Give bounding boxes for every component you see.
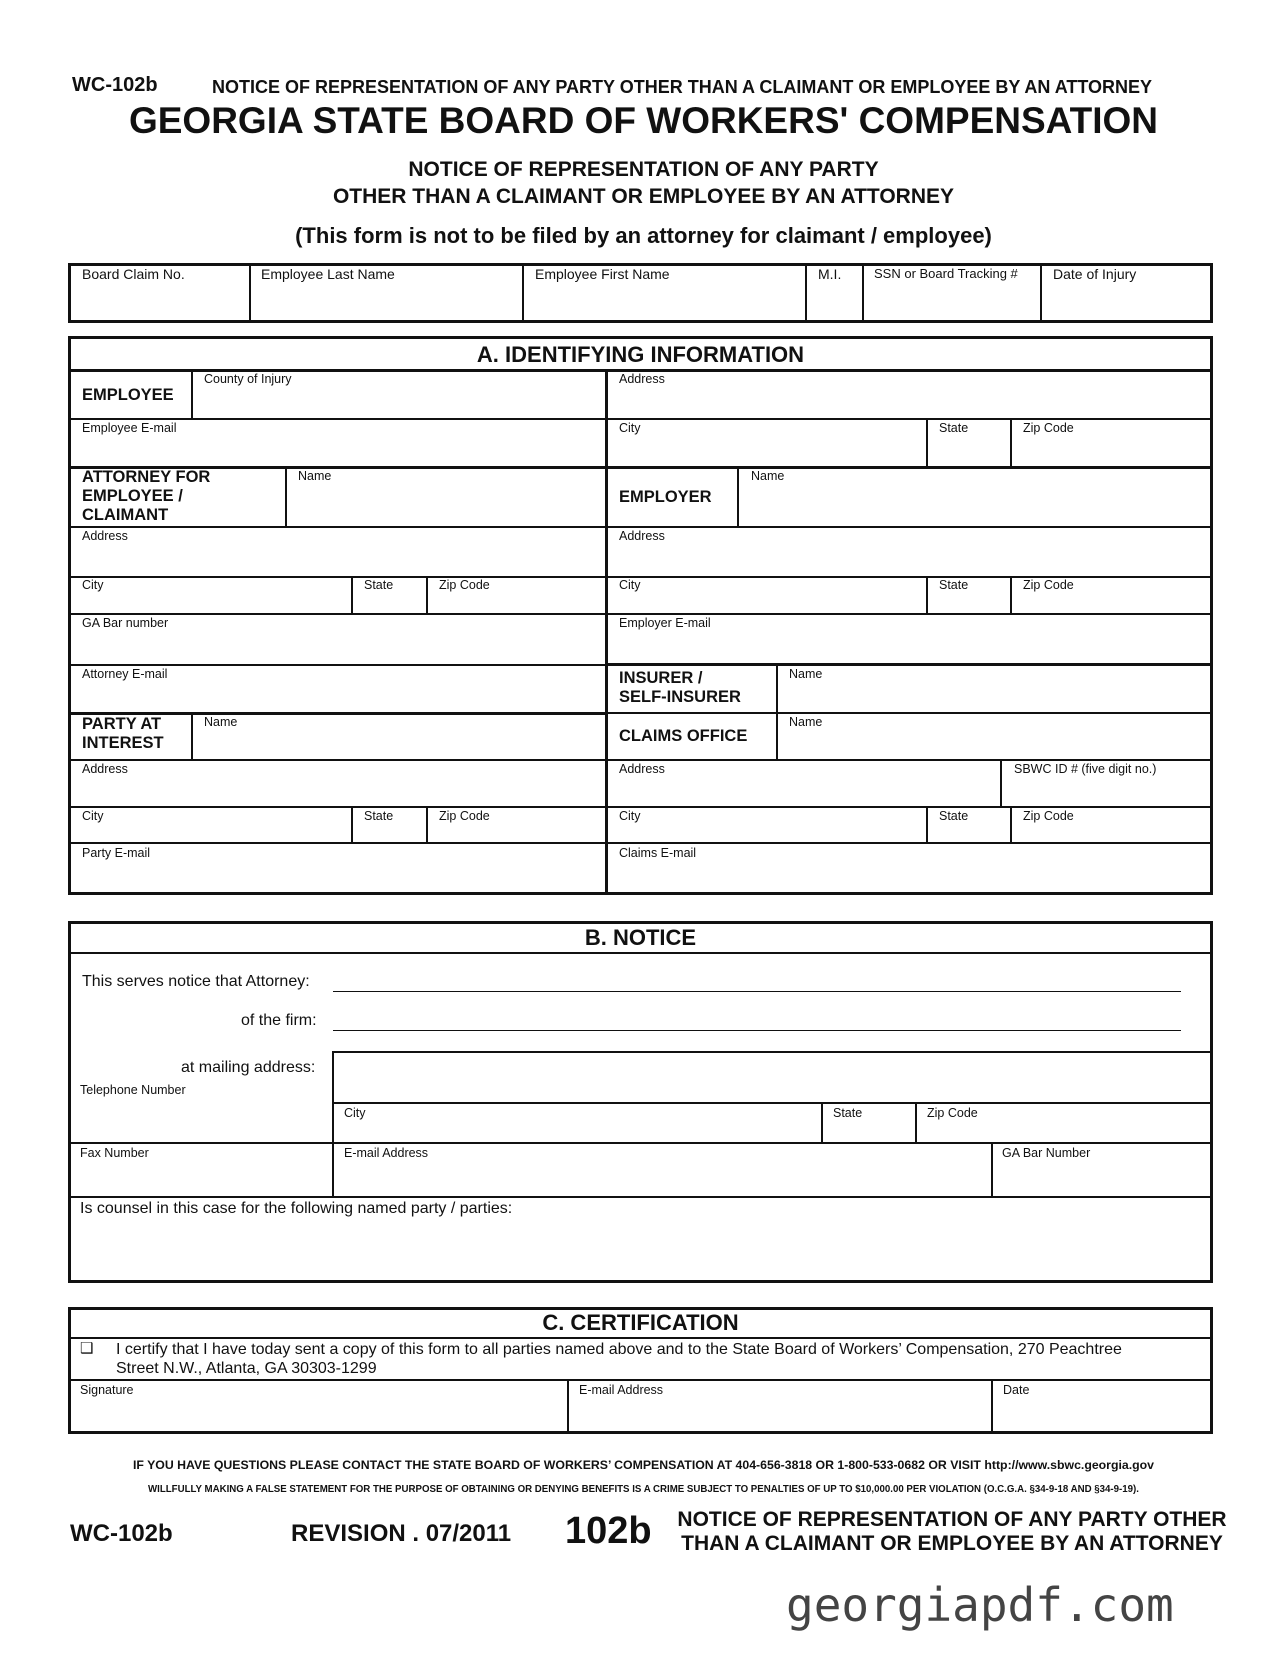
attorney-zip-label: Zip Code [439,578,490,592]
claims-office-heading: CLAIMS OFFICE [619,727,748,745]
notice-zip-field[interactable] [918,1121,1209,1141]
ssn-field[interactable] [865,284,1038,320]
attorney-name-field[interactable] [288,485,604,525]
employer-zip-label: Zip Code [1023,578,1074,592]
party-address-label: Address [82,762,128,776]
claims-state-label: State [939,809,969,823]
footer-code-big: 102b [565,1510,652,1552]
attorney-name-line-field[interactable] [333,968,1181,990]
contact-notice: IF YOU HAVE QUESTIONS PLEASE CONTACT THE STATE BOARD OF WORKERS’ COMPENSATION AT 404-656-3818 OR 1-800-533-0682 OR VISIT http://www.sbwc.georgia.gov [132,1458,1155,1472]
watermark: georgiapdf.com [786,1578,1174,1632]
employer-email-field[interactable] [609,631,1209,663]
top-title: NOTICE OF REPRESENTATION OF ANY PARTY OTHER THAN A CLAIMANT OR EMPLOYEE BY AN ATTORNEY [212,77,1153,97]
of-the-firm-label: of the firm: [241,1012,317,1029]
certify-checkbox[interactable]: ❑ [80,1340,94,1357]
signature-label: Signature [80,1383,134,1397]
attorney-state-field[interactable] [354,593,425,612]
employee-state-field[interactable] [929,437,1009,465]
notice-ga-bar-field[interactable] [994,1162,1209,1195]
attorney-city-label: City [82,578,104,592]
employer-address-label: Address [619,529,665,543]
employer-city-field[interactable] [609,593,925,612]
ssn-label: SSN or Board Tracking # [874,266,1018,281]
claims-office-name-field[interactable] [779,730,1209,758]
employer-email-label: Employer E-mail [619,616,711,630]
section-a-title: A. IDENTIFYING INFORMATION [476,342,805,367]
employer-heading: EMPLOYER [619,488,712,506]
fax-field[interactable] [71,1162,329,1195]
form-code-top: WC-102b [72,74,158,96]
telephone-field[interactable] [71,1099,329,1141]
attorney-email-label: Attorney E-mail [82,667,168,681]
attorney-address-label: Address [82,529,128,543]
section-c-title: C. CERTIFICATION [542,1310,739,1335]
claims-address-field[interactable] [609,777,999,805]
employee-email-field[interactable] [71,437,604,465]
notice-city-field[interactable] [335,1121,819,1141]
notice-city-label: City [344,1106,366,1120]
cert-email-field[interactable] [570,1399,989,1431]
attorney-zip-field[interactable] [429,593,604,612]
employer-address-field[interactable] [609,544,1209,575]
county-of-injury-label: County of Injury [204,372,292,386]
employee-first-name-label: Employee First Name [535,266,670,282]
county-of-injury-field[interactable] [194,388,604,417]
party-city-label: City [82,809,104,823]
claims-address-label: Address [619,762,665,776]
attorney-address-field[interactable] [71,544,604,575]
section-b-title: B. NOTICE [584,925,697,950]
sbwc-id-label: SBWC ID # (five digit no.) [1014,762,1157,776]
employee-city-label: City [619,421,641,435]
employee-zip-label: Zip Code [1023,421,1074,435]
insurer-name-field[interactable] [779,682,1209,711]
claims-city-field[interactable] [609,824,925,841]
main-title: GEORGIA STATE BOARD OF WORKERS' COMPENSATION [128,100,1159,141]
employee-last-name-label: Employee Last Name [261,266,395,282]
notice-email-label: E-mail Address [344,1146,429,1160]
board-claim-no-label: Board Claim No. [82,266,185,282]
party-zip-field[interactable] [429,824,604,841]
party-city-field[interactable] [71,824,350,841]
insurer-line1: INSURER / [619,669,703,687]
mailing-address-label: at mailing address: [181,1059,316,1076]
mi-field[interactable] [808,284,860,320]
cert-date-label: Date [1003,1383,1030,1397]
penalty-warning: WILLFULLY MAKING A FALSE STATEMENT FOR THE PURPOSE OF OBTAINING OR DENYING BENEFITS IS A CRIME SUBJECT TO PENALTIES OF UP TO $10,000.00 PER VIOLATION (O.C.G.A. §34-9-18 AND §34-9-19). [148,1484,1139,1495]
signature-field[interactable] [71,1399,565,1431]
employee-heading: EMPLOYEE [82,386,174,404]
employer-name-label: Name [751,469,785,483]
employee-first-name-field[interactable] [525,284,803,320]
claims-city-label: City [619,809,641,823]
party-email-field[interactable] [71,862,604,891]
party-address-field[interactable] [71,777,604,805]
notice-state-label: State [833,1106,863,1120]
employee-state-label: State [939,421,969,435]
employee-city-field[interactable] [609,437,925,465]
party-state-label: State [364,809,394,823]
firm-name-line-field[interactable] [333,1007,1181,1029]
board-claim-no-field[interactable] [72,284,247,320]
employee-address-label: Address [619,372,665,386]
claims-office-name-label: Name [789,715,823,729]
ga-bar-number-field[interactable] [71,631,604,663]
attorney-for-line3: CLAIMANT [82,506,169,524]
employer-state-field[interactable] [929,593,1009,612]
counsel-for-label: Is counsel in this case for the following named party / parties: [80,1200,513,1217]
attorney-for-line1: ATTORNEY FOR [82,468,211,486]
form-note: (This form is not to be filed by an attorney for claimant / employee) [295,223,992,248]
mi-label: M.I. [818,266,842,282]
party-name-field[interactable] [194,730,604,758]
footer-revision: REVISION . 07/2011 [291,1520,512,1547]
insurer-name-label: Name [789,667,823,681]
claims-email-field[interactable] [609,862,1209,891]
employee-last-name-field[interactable] [252,284,520,320]
counsel-for-field[interactable] [71,1221,1209,1279]
footer-title-line2: THAN A CLAIMANT OR EMPLOYEE BY AN ATTORNEY [681,1532,1223,1555]
party-zip-label: Zip Code [439,809,490,823]
certify-text-line2: Street N.W., Atlanta, GA 30303-1299 [116,1360,377,1377]
notice-ga-bar-label: GA Bar Number [1002,1146,1091,1160]
telephone-label: Telephone Number [80,1083,186,1097]
party-state-field[interactable] [354,824,425,841]
notice-email-field[interactable] [335,1162,989,1195]
fax-label: Fax Number [80,1146,149,1160]
notice-state-field[interactable] [824,1121,913,1141]
cert-date-field[interactable] [994,1399,1209,1431]
attorney-city-field[interactable] [71,593,350,612]
party-name-label: Name [204,715,238,729]
insurer-line2: SELF-INSURER [619,688,741,706]
party-at-interest-line2: INTEREST [82,734,164,752]
date-of-injury-label: Date of Injury [1053,266,1137,282]
attorney-state-label: State [364,578,394,592]
employee-address-field[interactable] [609,388,1209,417]
employer-name-field[interactable] [740,485,1209,525]
employer-state-label: State [939,578,969,592]
claims-zip-label: Zip Code [1023,809,1074,823]
footer-form-code: WC-102b [70,1520,173,1547]
party-email-label: Party E-mail [82,846,151,860]
notice-zip-label: Zip Code [927,1106,978,1120]
subtitle-line1: NOTICE OF REPRESENTATION OF ANY PARTY [408,158,879,181]
footer-title-line1: NOTICE OF REPRESENTATION OF ANY PARTY OTHER [677,1508,1227,1531]
employer-city-label: City [619,578,641,592]
cert-email-label: E-mail Address [579,1383,664,1397]
claims-email-label: Claims E-mail [619,846,697,860]
attorney-email-field[interactable] [71,682,604,711]
claims-zip-field[interactable] [1013,824,1209,841]
employee-zip-field[interactable] [1013,437,1209,465]
party-at-interest-line1: PARTY AT [82,715,162,733]
attorney-for-line2: EMPLOYEE / [82,487,183,505]
certify-text-line1: I certify that I have today sent a copy of this form to all parties named above and to the State Board of Workers’ Compensation, 270 Peachtree [116,1341,1122,1358]
serves-notice-label: This serves notice that Attorney: [82,973,310,990]
attorney-name-label: Name [298,469,332,483]
employer-zip-field[interactable] [1013,593,1209,612]
ga-bar-number-label: GA Bar number [82,616,169,630]
date-of-injury-field[interactable] [1043,284,1209,320]
claims-state-field[interactable] [929,824,1009,841]
employee-email-label: Employee E-mail [82,421,177,435]
mailing-address-field[interactable] [335,1053,1209,1101]
subtitle-line2: OTHER THAN A CLAIMANT OR EMPLOYEE BY AN ATTORNEY [332,185,955,208]
sbwc-id-field[interactable] [1003,777,1209,805]
